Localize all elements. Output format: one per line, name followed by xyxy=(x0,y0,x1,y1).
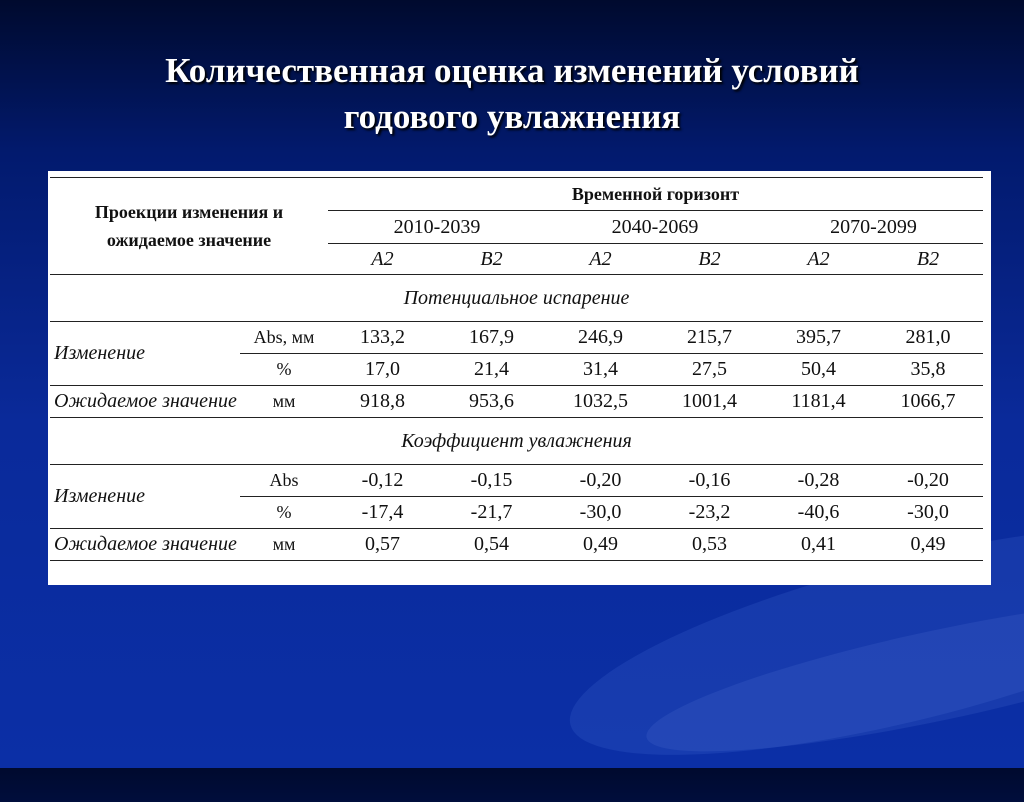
projection-header: Проекции изменения и ожидаемое значение xyxy=(50,178,328,275)
table-cell: 1066,7 xyxy=(873,386,983,418)
section-title: Потенциальное испарение xyxy=(50,275,983,322)
scenario-header: A2 xyxy=(764,244,873,275)
row-unit: % xyxy=(240,354,328,386)
table-cell: 21,4 xyxy=(437,354,546,386)
table-row xyxy=(50,465,983,497)
table-cell: 918,8 xyxy=(328,386,437,418)
table-cell: 1001,4 xyxy=(655,386,764,418)
slide-title xyxy=(0,48,1024,140)
table-cell: 50,4 xyxy=(764,354,873,386)
table-cell: -0,15 xyxy=(437,465,546,497)
table-cell: 17,0 xyxy=(328,354,437,386)
row-unit: Abs xyxy=(240,465,328,497)
row-unit: % xyxy=(240,497,328,529)
table-cell: 0,49 xyxy=(873,529,983,561)
table-row xyxy=(50,386,983,418)
table-cell: 246,9 xyxy=(546,322,655,354)
scenario-header: B2 xyxy=(873,244,983,275)
table-cell: -23,2 xyxy=(655,497,764,529)
table-cell: -0,12 xyxy=(328,465,437,497)
row-label: Изменение xyxy=(50,322,240,386)
table-row xyxy=(50,529,983,561)
table-cell: 0,54 xyxy=(437,529,546,561)
table-row xyxy=(50,322,983,354)
table-cell: 0,41 xyxy=(764,529,873,561)
period-header: 2010-2039 xyxy=(328,211,546,244)
time-horizon-header: Временной горизонт xyxy=(328,178,983,211)
scenario-header: A2 xyxy=(546,244,655,275)
table-cell: 953,6 xyxy=(437,386,546,418)
table-cell: 0,49 xyxy=(546,529,655,561)
slide-title-line1: Количественная оценка изменений условий xyxy=(165,51,859,90)
table-cell: -0,16 xyxy=(655,465,764,497)
row-unit: мм xyxy=(240,529,328,561)
table-cell: 27,5 xyxy=(655,354,764,386)
table-cell: 31,4 xyxy=(546,354,655,386)
table-cell: 1181,4 xyxy=(764,386,873,418)
table-cell: 0,57 xyxy=(328,529,437,561)
row-label: Изменение xyxy=(50,465,240,529)
table-cell: 395,7 xyxy=(764,322,873,354)
section-title: Коэффициент увлажнения xyxy=(50,418,983,465)
data-table-container xyxy=(48,171,991,585)
table-cell: 133,2 xyxy=(328,322,437,354)
table-cell: 35,8 xyxy=(873,354,983,386)
table-cell: -30,0 xyxy=(546,497,655,529)
scenario-header: B2 xyxy=(437,244,546,275)
slide-title-line2: годового увлажнения xyxy=(343,97,681,136)
table-cell: -30,0 xyxy=(873,497,983,529)
table-cell: 167,9 xyxy=(437,322,546,354)
period-header: 2070-2099 xyxy=(764,211,983,244)
row-unit: Abs, мм xyxy=(240,322,328,354)
row-label: Ожидаемое значение xyxy=(50,386,240,418)
table-cell: 1032,5 xyxy=(546,386,655,418)
table-cell: -21,7 xyxy=(437,497,546,529)
table-cell: 281,0 xyxy=(873,322,983,354)
table-cell: -40,6 xyxy=(764,497,873,529)
table-cell: -0,20 xyxy=(873,465,983,497)
table-cell: 0,53 xyxy=(655,529,764,561)
table-cell: -17,4 xyxy=(328,497,437,529)
scenario-header: A2 xyxy=(328,244,437,275)
row-label: Ожидаемое значение xyxy=(50,529,240,561)
scenario-header: B2 xyxy=(655,244,764,275)
row-unit: мм xyxy=(240,386,328,418)
table-cell: -0,28 xyxy=(764,465,873,497)
table-cell: 215,7 xyxy=(655,322,764,354)
data-table xyxy=(50,177,983,561)
period-header: 2040-2069 xyxy=(546,211,764,244)
table-cell: -0,20 xyxy=(546,465,655,497)
